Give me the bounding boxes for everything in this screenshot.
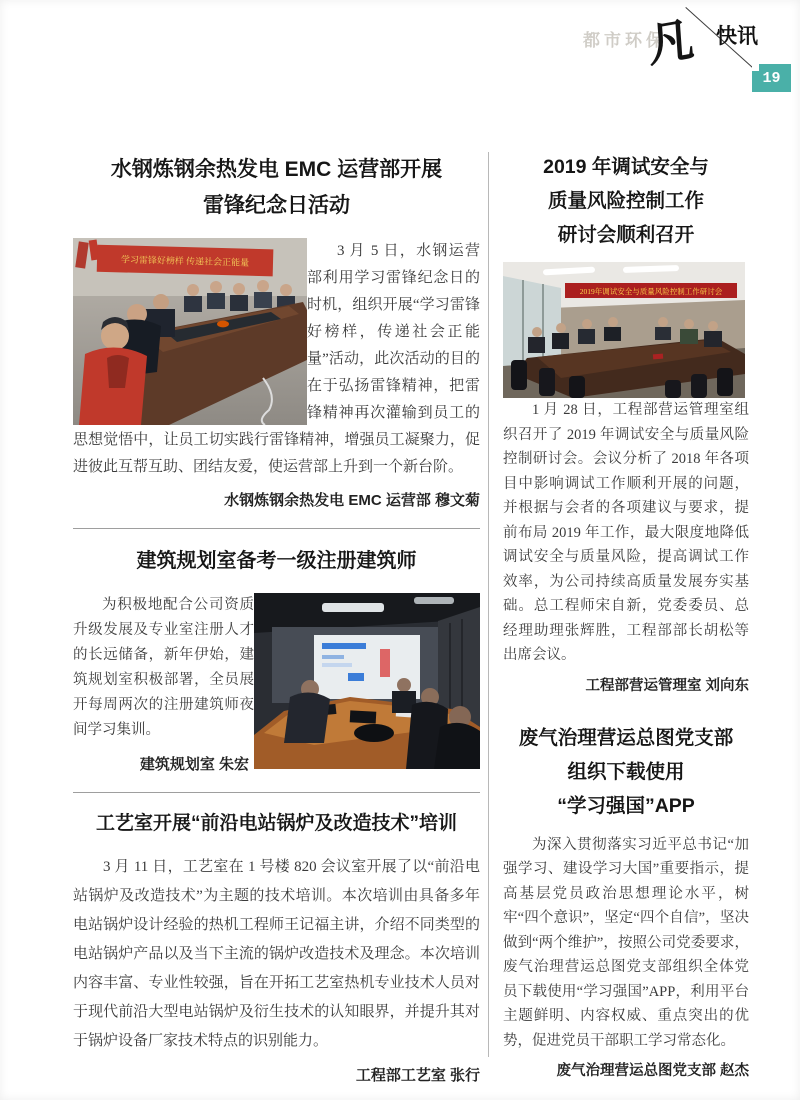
brand-watermark: 都市环保 bbox=[583, 31, 667, 50]
article-title: 废气治理营运总图党支部 组织下载使用 “学习强国”APP bbox=[518, 726, 734, 817]
section-label: 快讯 bbox=[716, 25, 758, 48]
article-byline: 建筑规划室 朱宏 bbox=[139, 756, 249, 773]
page-number-badge bbox=[752, 64, 791, 92]
svg-text:2019年调试安全与质量风险控制工作研讨会: 2019年调试安全与质量风险控制工作研讨会 bbox=[579, 287, 723, 296]
article-xuexi-qiangguo-app bbox=[503, 721, 749, 1081]
article-title: 2019 年调试安全与 质量风险控制工作 研讨会顺利召开 bbox=[543, 156, 709, 246]
column-divider bbox=[488, 152, 489, 1057]
article-divider bbox=[73, 528, 480, 529]
svg-text:学习雷锋好榜样 传递社会正能量: 学习雷锋好榜样 传递社会正能量 bbox=[120, 254, 250, 268]
photo-illustration bbox=[503, 262, 745, 398]
article-boiler-training bbox=[73, 809, 480, 1085]
right-column bbox=[503, 150, 749, 1080]
left-column bbox=[73, 150, 480, 1085]
article-title: 工艺室开展“前沿电站锅炉及改造技术”培训 bbox=[95, 813, 457, 834]
article-byline: 工程部工艺室 张行 bbox=[355, 1067, 480, 1084]
article-gap bbox=[503, 695, 749, 721]
article-body: 为深入贯彻落实习近平总书记“加强学习、建设学习大国”重要指示，提高基层党员政治思想理论水平，树牢“四个意识”，坚定“四个自信”，坚决做到“两个维护”，按照公司党委要求，废气治理营运总图党支部组织全体党员下载使用“学习强国”APP，利用平台主题鲜明、内容权威、重点突出的优势，促进党员干部职工学习常态化。 bbox=[503, 836, 749, 1049]
article-body: 为积极地配合公司资质升级发展及专业室注册人才的长远储备，新年伊始，建筑规划室积极部署，全员展开每周两次的注册建筑师夜间学习集训。 bbox=[73, 597, 254, 738]
article-quality-risk-seminar bbox=[503, 150, 749, 695]
article-leifeng-activity bbox=[73, 152, 480, 510]
article-architect-exam bbox=[73, 545, 480, 774]
study-room-photo bbox=[254, 593, 480, 769]
article-title: 水钢炼钢余热发电 EMC 运营部开展 雷锋纪念日活动 bbox=[110, 158, 443, 217]
page-number: 19 bbox=[762, 69, 781, 87]
article-byline: 废气治理营运总图党支部 赵杰 bbox=[556, 1063, 749, 1079]
red-banner bbox=[565, 283, 737, 298]
article-divider bbox=[73, 792, 480, 793]
meeting-room-photo bbox=[73, 238, 307, 425]
red-banner bbox=[97, 245, 274, 277]
article-body: 1 月 28 日，工程部营运管理室组织召开了 2019 年调试安全与质量风险控制研讨会。会议分析了 2018 年各项目中影响调试工作顺利开展的问题，并根据与会者的各项建议与要求，提前布局 2019 年工作，最大限度地降低调试安全与质量风险，提高调试工作效率，为公司持续高质量发展夯实基础。总工程师宋自新，党委委员、总经理助理张辉胜，工程部部长胡松等出席会议。 bbox=[503, 402, 749, 663]
photo-illustration bbox=[73, 238, 307, 425]
article-byline: 工程部营运管理室 刘向东 bbox=[585, 677, 749, 694]
photo-illustration bbox=[254, 593, 480, 769]
article-title: 建筑规划室备考一级注册建筑师 bbox=[136, 550, 417, 572]
article-byline: 水钢炼钢余热发电 EMC 运营部 穆文菊 bbox=[224, 492, 480, 509]
brand-logo-calligraphy: 凡 bbox=[646, 12, 696, 73]
article-body: 3 月 11 日，工艺室在 1 号楼 820 会议室开展了以“前沿电站锅炉及改造技术”为主题的技术培训。本次培训由具备多年电站锅炉设计经验的热机工程师王记福主讲，介绍不同类型的电站锅炉产品以及当下主流的锅炉改造技术及理念。本次培训内容丰富、专业性较强，旨在开拓工艺室热机专业技术人员对于现代前沿大型电站锅炉及衍生技术的认知眼界，并提升其对于锅炉设备厂家技术特点的识别能力。 bbox=[73, 859, 480, 1049]
conference-room-photo bbox=[503, 262, 745, 398]
article-body: 3 月 5 日，水钢运营部利用学习雷锋纪念日的时机，组织开展“学习雷锋好榜样，传递社会正能量”活动，此次活动的目的在于弘扬雷锋精神，把雷锋精神再次灌输到员工的思想觉悟中，让员工切实践行雷锋精神，增强员工凝聚力，促进彼此互帮互助、团结友爱，使运营部上升到一个新台阶。 bbox=[73, 243, 480, 475]
